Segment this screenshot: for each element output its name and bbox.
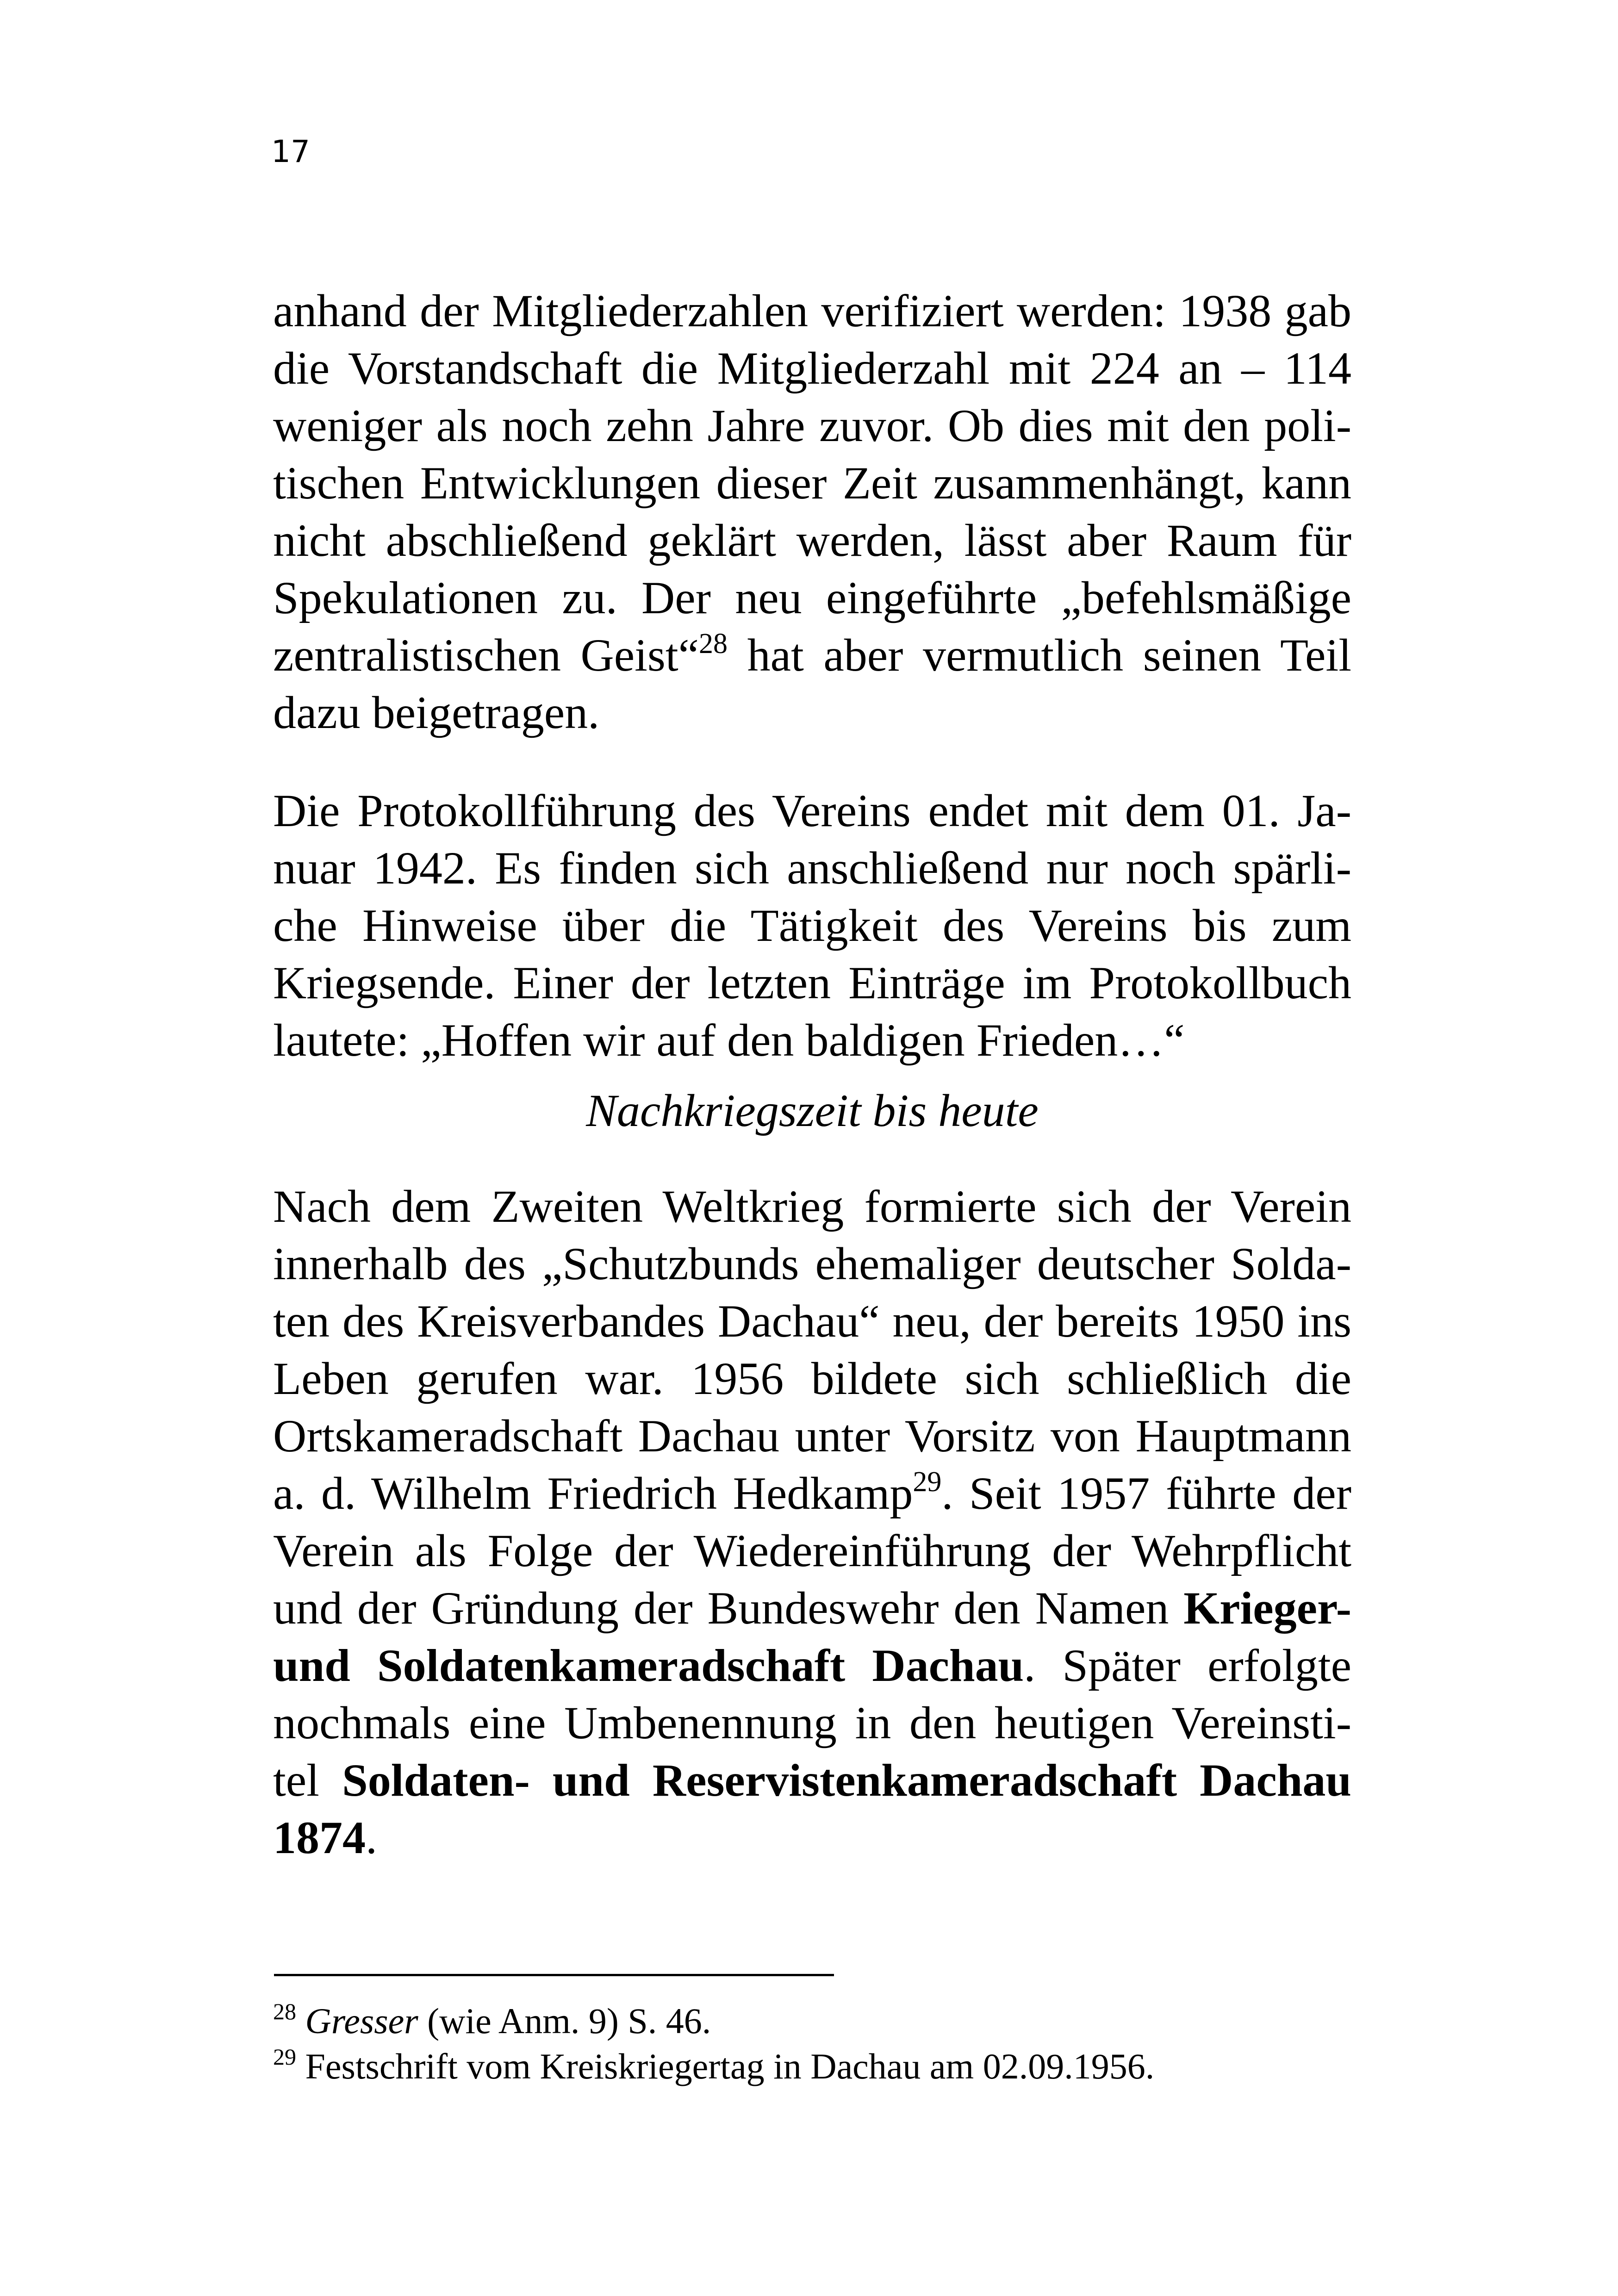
text-fragment: hat aber vermutlich seinen Teil [728,629,1351,681]
footnote-29 [273,2044,1351,2089]
bold-name-fragment: Krieger- [1183,1582,1351,1634]
text-line [273,1752,1351,1809]
bold-name-fragment: 1874 [273,1812,366,1863]
text-line: Verein als Folge der Wiedereinführung der Wehrpflicht [273,1525,1351,1576]
footnote-separator [274,1974,834,1976]
text-line: Leben gerufen war. 1956 bildete sich schließlich die [273,1353,1351,1404]
page-number: 17 [271,134,310,169]
text-line [273,1809,1351,1867]
paragraph-3 [273,1178,1351,1867]
text-line: weniger als noch zehn Jahre zuvor. Ob dies mit den poli- [273,400,1351,451]
bold-name-fragment: Soldaten- und Reservistenkameradschaft Dachau [342,1755,1352,1806]
section-heading: Nachkriegszeit bis heute [586,1085,1039,1136]
text-line: nicht abschließend geklärt werden, lässt aber Raum für [273,515,1351,566]
footnote-marker: 29 [273,2044,296,2070]
text-line: Nach dem Zweiten Weltkrieg formierte sich der Verein [273,1181,1351,1232]
text-fragment: zentralistischen Geist“ [273,629,699,681]
footnote-reference-28: 28 [699,628,728,660]
text-line: die Vorstandschaft die Mitgliederzahl mit 224 an – 114 [273,342,1351,394]
text-line: lautete: „Hoffen wir auf den baldigen Frieden…“ [273,1014,1185,1066]
text-line [273,1580,1351,1637]
text-line: dazu beigetragen. [273,687,600,738]
footnote-text: (wie Anm. 9) S. 46. [418,2001,711,2041]
text-line [273,1637,1351,1694]
text-line: che Hinweise über die Tätigkeit des Vereins bis zum [273,900,1351,951]
text-line: ten des Kreisverbandes Dachau“ neu, der bereits 1950 ins [273,1295,1351,1347]
text-line: nochmals eine Umbenennung in den heutigen Vereinsti- [273,1697,1351,1748]
text-line: Ortskameradschaft Dachau unter Vorsitz von Hauptmann [273,1410,1351,1462]
text-line: nuar 1942. Es finden sich anschließend nur noch spärli- [273,842,1351,894]
text-line: anhand der Mitgliederzahlen verifiziert werden: 1938 gab [273,285,1351,336]
text-fragment: tel [273,1755,342,1806]
paragraph-2 [273,782,1351,1069]
text-line [273,627,1351,684]
footnote-reference-29: 29 [913,1466,942,1498]
text-line [273,1465,1351,1522]
footnote-28 [273,1998,1351,2044]
text-fragment: und der Gründung der Bundeswehr den Namen [273,1582,1184,1634]
text-fragment: a. d. Wilhelm Friedrich Hedkamp [273,1468,913,1519]
paragraph-1 [273,282,1351,741]
text-line: innerhalb des „Schutzbunds ehemaliger deutscher Solda- [273,1238,1351,1289]
text-line: Spekulationen zu. Der neu eingeführte „befehlsmäßige [273,572,1351,623]
footnote-marker: 28 [273,1998,296,2024]
footnote-author: Gresser [305,2001,418,2041]
text-line: tischen Entwicklungen dieser Zeit zusammenhängt, kann [273,457,1351,509]
text-fragment: . Seit 1957 führte der [941,1468,1351,1519]
text-line: Die Protokollführung des Vereins endet mit dem 01. Ja- [273,785,1351,836]
bold-name-fragment: und Soldatenkameradschaft Dachau [273,1640,1024,1691]
footnote-text: Festschrift vom Kreiskriegertag in Dachau am 02.09.1956. [296,2046,1155,2086]
text-line: Kriegsende. Einer der letzten Einträge im Protokollbuch [273,957,1351,1008]
footnotes [273,1998,1351,2089]
text-fragment: . Später erfolgte [1024,1640,1351,1691]
text-fragment: . [366,1812,377,1863]
